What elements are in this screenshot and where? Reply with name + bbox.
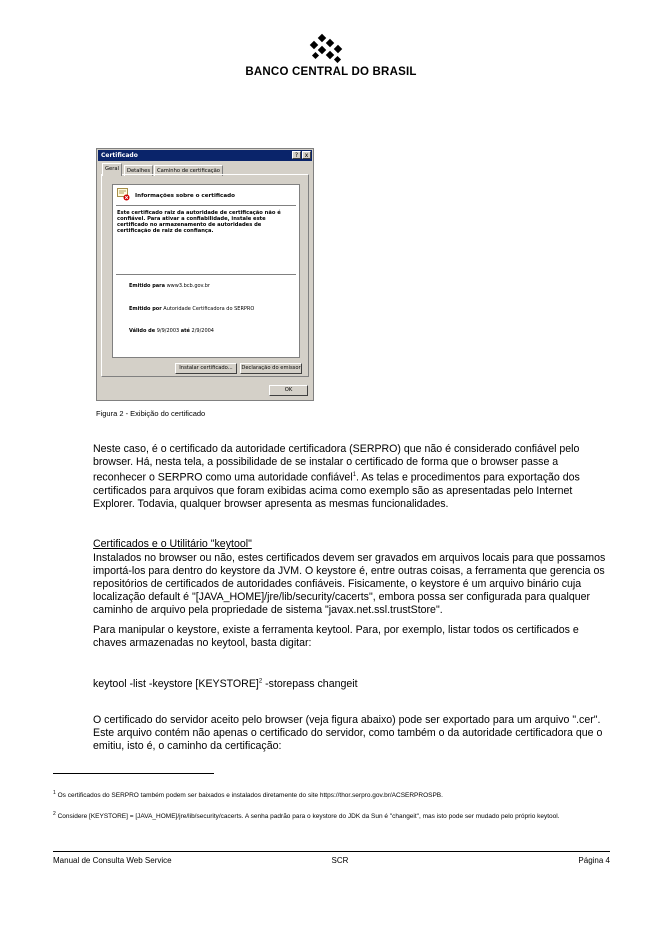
ok-button[interactable]: OK: [269, 385, 308, 396]
footnote-ref-1[interactable]: 1: [352, 472, 357, 478]
figure-caption: Figura 2 - Exibição do certificado: [96, 409, 206, 418]
paragraph-4: O certificado do servidor aceito pelo browser (veja figura abaixo) pode ser exportado para um arquivo ".cer". Este arquivo contém não apenas o certificado do servidor, como também o da autoridade certificadora que o emitiu, isto é, o caminho da certificação:: [93, 714, 603, 752]
tab-caminho[interactable]: Caminho de certificação: [154, 165, 223, 176]
footnote-text: Os certificados do SERPRO também podem ser baixados e instalados diretamente do site https://thor.serpro.gov.br/ACSERPROSPB.: [55, 792, 443, 800]
footnote-1: [53, 789, 613, 800]
paragraph-text: Neste caso, é o certificado da autoridade certificadora (SERPRO) que não é considerado confiável pelo browser. Há, nesta tela, a possibilidade de se instalar o certificado de forma que o browser passe a reconhecer o SERPRO como uma autoridade confiável: [93, 443, 580, 484]
issued-by-value: Autoridade Certificadora do SERPRO: [163, 306, 255, 312]
footnote-text: Considere [KEYSTORE] = [JAVA_HOME]/jre/lib/security/cacerts. A senha padrão para o keystore do JDK da Sun é "changeit", mas isto pode ser mudado pelo próprio keytool.: [55, 813, 560, 821]
valid-from-label: Válido de: [129, 328, 156, 334]
footnote-ref-2[interactable]: 2: [258, 678, 263, 685]
footnote-number: 1: [53, 790, 56, 796]
issued-to-row: [129, 283, 210, 289]
keytool-command: [93, 678, 358, 690]
footer-divider: [53, 851, 610, 852]
help-button[interactable]: ?: [292, 151, 301, 159]
footer-left: Manual de Consulta Web Service: [53, 856, 172, 865]
certificate-info-panel: [112, 184, 300, 358]
bank-logo-icon: [309, 33, 343, 63]
footnote-divider: [53, 773, 214, 774]
footer-page-number: Página 4: [578, 856, 610, 865]
issued-by-label: Emitido por: [129, 306, 162, 312]
bank-name: BANCO CENTRAL DO BRASIL: [245, 66, 417, 78]
section-heading: Certificados e o Utilitário "keytool": [93, 538, 252, 550]
command-text: keytool -list -keystore [KEYSTORE]: [93, 678, 259, 690]
issued-by-row: [129, 306, 254, 312]
paragraph-1: [93, 443, 613, 511]
divider: [116, 205, 296, 206]
tab-geral[interactable]: Geral: [102, 163, 122, 176]
command-text: -storepass changeit: [262, 678, 358, 690]
valid-to-label: até: [180, 328, 190, 334]
install-certificate-button[interactable]: Instalar certificado...: [175, 363, 237, 374]
paragraph-3: Para manipular o keystore, existe a ferramenta keytool. Para, por exemplo, listar todos os certificados e chaves armazenadas no keytool, basta digitar:: [93, 624, 579, 649]
footnote-number: 2: [53, 811, 56, 817]
tab-detalhes[interactable]: Detalhes: [124, 165, 153, 176]
footer-center: SCR: [331, 856, 349, 865]
validity-row: [129, 328, 214, 334]
close-button[interactable]: x: [302, 151, 311, 159]
paragraph-2: Instalados no browser ou não, estes certificados devem ser gravados em arquivos locais para que possamos importá-los para dentro do keystore da JVM. O keystore é, entre outras coisas, a ferramenta que gerencia os repositórios de certificados de autoridades confiáveis. Fisicamente, o keystore é um arquivo binário cuja localização default é "[JAVA_HOME]/jre/lib/security/cacerts", embora possa ser configurada para qualquer caminho de arquivo pela propriedade de sistema "javax.net.ssl.trustStore".: [93, 552, 606, 616]
warning-text: Este certificado raiz da autoridade de certificação não é confiável. Para ativar a confiabilidade, instale este certificado no armazenamento de autoridades de certificação de raiz de confiança.: [117, 210, 281, 234]
info-heading: Informações sobre o certificado: [135, 193, 235, 199]
paragraph-text: . As telas e procedimentos para exportação dos certificados para arquivos que foram exibidas acima como exemplo são as apresentadas pelo Internet Explorer. Todavia, qualquer browser apresenta as mesmas funcionalidades.: [93, 471, 580, 510]
certificate-warning-icon: [117, 188, 130, 201]
divider: [116, 274, 296, 275]
valid-to-value: 2/9/2004: [191, 328, 214, 334]
dialog-title: Certificado: [98, 150, 312, 161]
footnote-2: [53, 810, 613, 821]
valid-from-value: 9/9/2003: [156, 328, 180, 334]
certificate-dialog: [96, 148, 314, 401]
issued-to-label: Emitido para: [129, 283, 165, 289]
issued-to-value: www3.bcb.gov.br: [166, 283, 210, 289]
issuer-statement-button[interactable]: Declaração do emissor: [240, 363, 302, 374]
